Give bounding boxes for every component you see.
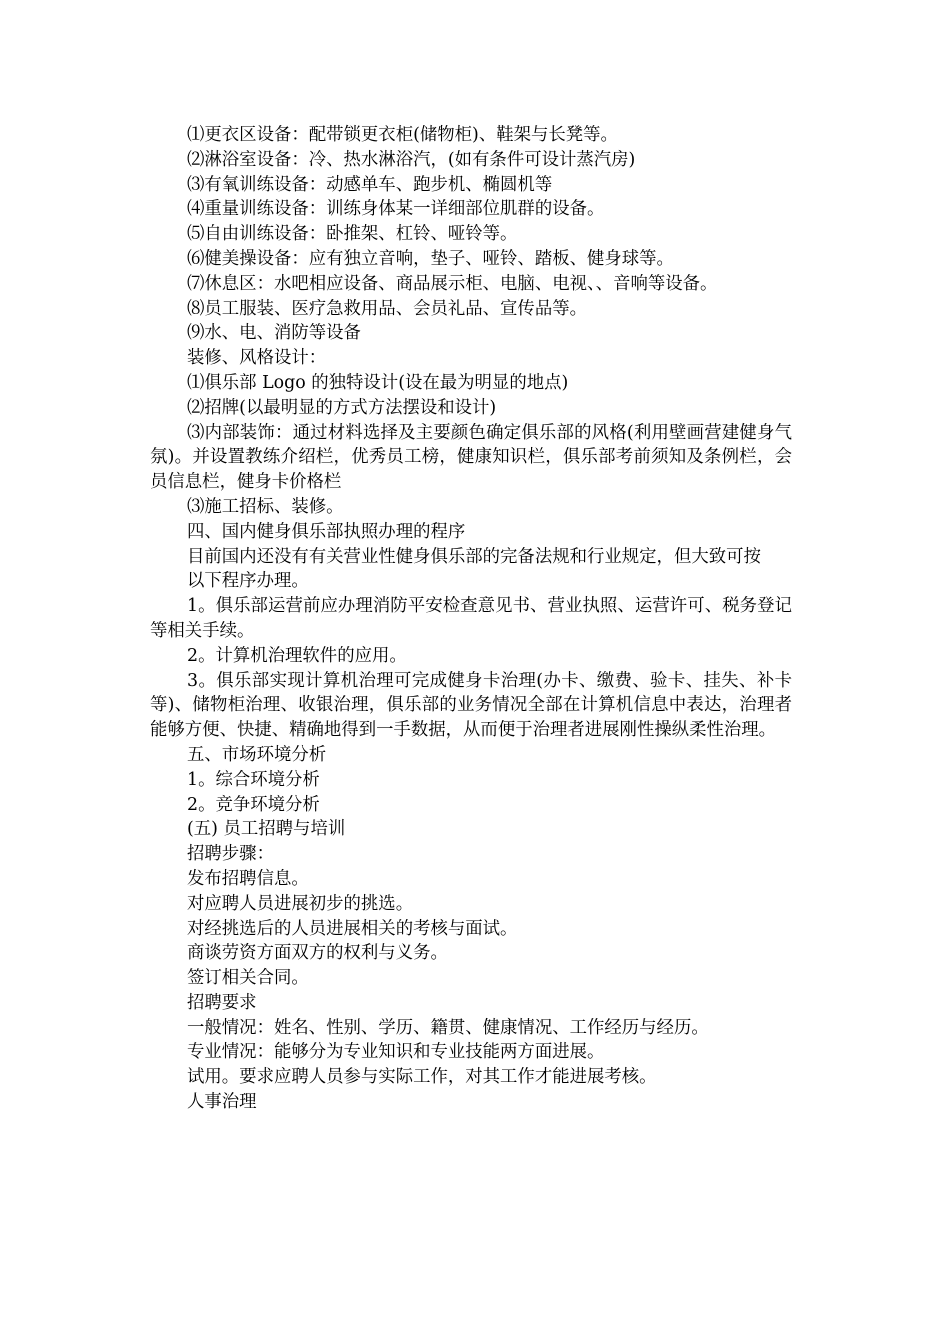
document-body bbox=[150, 123, 792, 1115]
paragraph: ⑶有氧训练设备：动感单车、跑步机、椭圆机等 bbox=[187, 174, 553, 195]
paragraph: ⑼水、电、消防等设备 bbox=[187, 323, 361, 344]
paragraph: ⑶内部装饰：通过材料选择及主要颜色确定俱乐部的风格(利用壁画营建健身气氛)。并设置教练介绍栏，优秀员工榜，健康知识栏，俱乐部考前须知及条例栏，会员信息栏，健身卡价格栏 bbox=[150, 422, 792, 493]
paragraph: 2。计算机治理软件的应用。 bbox=[187, 645, 407, 666]
paragraph: 招聘要求 bbox=[187, 992, 257, 1013]
paragraph: 3。俱乐部实现计算机治理可完成健身卡治理(办卡、缴费、验卡、挂失、补卡等)、储物柜治理、收银治理，俱乐部的业务情况全部在计算机信息中表达，治理者能够方便、快捷、精确地得到一手数据，从而便于治理者进展刚性操纵柔性治理。 bbox=[150, 670, 792, 741]
paragraph: 以下程序办理。 bbox=[187, 571, 309, 592]
paragraph: ⑻员工服装、医疗急救用品、会员礼品、宣传品等。 bbox=[187, 298, 587, 319]
paragraph: ⑺休息区：水吧相应设备、商品展示柜、电脑、电视、、音响等设备。 bbox=[187, 273, 718, 294]
paragraph: ⑴俱乐部 Logo 的独特设计(设在最为明显的地点) bbox=[187, 372, 569, 393]
paragraph: 试用。要求应聘人员参与实际工作，对其工作才能进展考核。 bbox=[187, 1067, 657, 1088]
paragraph: ⑵招牌(以最明显的方式方法摆设和设计) bbox=[187, 397, 497, 418]
section-heading: 四、国内健身俱乐部执照办理的程序 bbox=[187, 521, 466, 542]
paragraph: 1。俱乐部运营前应办理消防平安检查意见书、营业执照、运营许可、税务登记等相关手续。 bbox=[150, 596, 792, 641]
paragraph: ⑷重量训练设备：训练身体某一详细部位肌群的设备。 bbox=[187, 199, 605, 220]
paragraph: ⑹健美操设备：应有独立音响，垫子、哑铃、踏板、健身球等。 bbox=[187, 248, 674, 269]
section-heading: 装修、风格设计： bbox=[187, 348, 327, 369]
paragraph: ⑴更衣区设备：配带锁更衣柜(储物柜)、鞋架与长凳等。 bbox=[187, 125, 618, 145]
paragraph: 1。综合环境分析 bbox=[187, 769, 320, 790]
paragraph: 人事治理 bbox=[187, 1092, 257, 1113]
paragraph: 发布招聘信息。 bbox=[187, 868, 309, 889]
section-heading: 五、市场环境分析 bbox=[187, 744, 327, 765]
paragraph: 签订相关合同。 bbox=[187, 968, 309, 989]
paragraph: 招聘步骤： bbox=[187, 844, 274, 865]
paragraph: ⑸自由训练设备：卧推架、杠铃、哑铃等。 bbox=[187, 224, 518, 245]
section-heading: (五) 员工招聘与培训 bbox=[187, 819, 346, 840]
paragraph: 目前国内还没有有关营业性健身俱乐部的完备法规和行业规定，但大致可按 bbox=[187, 546, 761, 567]
paragraph: ⑶施工招标、装修。 bbox=[187, 496, 344, 517]
paragraph: 一般情况：姓名、性别、学历、籍贯、健康情况、工作经历与经历。 bbox=[187, 1017, 709, 1038]
paragraph: 2。竞争环境分析 bbox=[187, 794, 320, 815]
paragraph: 专业情况：能够分为专业知识和专业技能两方面进展。 bbox=[187, 1042, 605, 1063]
paragraph: 对经挑选后的人员进展相关的考核与面试。 bbox=[187, 918, 518, 939]
paragraph: ⑵淋浴室设备：冷、热水淋浴汽，(如有条件可设计蒸汽房) bbox=[187, 149, 636, 170]
paragraph: 对应聘人员进展初步的挑选。 bbox=[187, 893, 414, 914]
paragraph: 商谈劳资方面双方的权利与义务。 bbox=[187, 943, 448, 964]
